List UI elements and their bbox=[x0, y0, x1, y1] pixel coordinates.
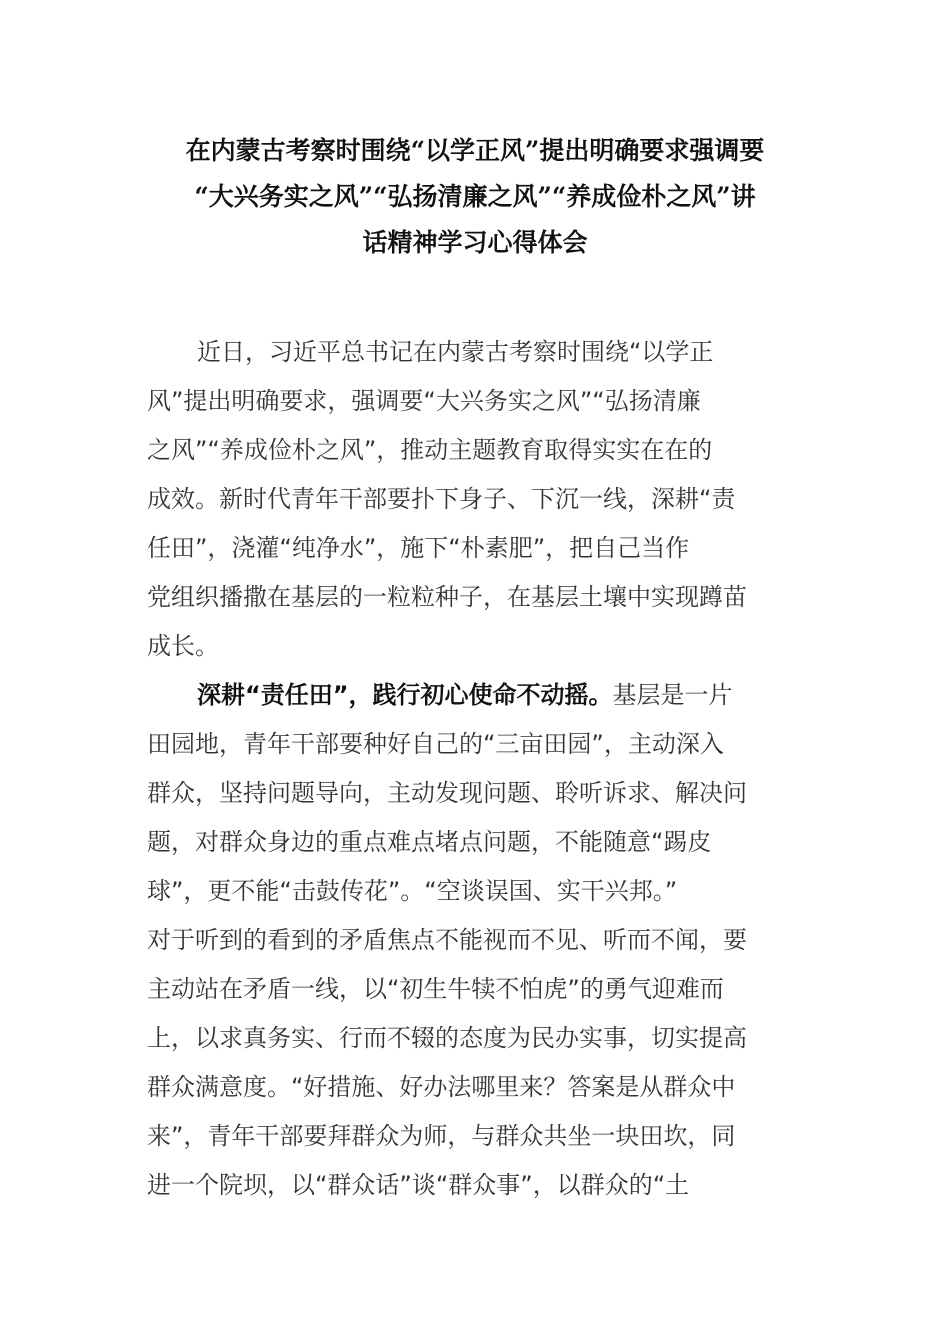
paragraph-2-line-5: 球”，更不能“击鼓传花”。“空谈误国、实干兴邦。” bbox=[147, 877, 678, 905]
paragraph-1-line-3: 之风”“养成俭朴之风”，推动主题教育取得实实在在的 bbox=[147, 436, 713, 464]
paragraph-2-line-2: 田园地，青年干部要种好自己的“三亩田园”，主动深入 bbox=[147, 730, 724, 758]
document-title bbox=[145, 128, 805, 266]
paragraph-2-line-6: 对于听到的看到的矛盾焦点不能视而不见、听而不闻，要 bbox=[147, 926, 747, 954]
paragraph-2-line-1-rest: 基层是一片 bbox=[612, 681, 733, 709]
paragraph-1-line-5: 任田”，浇灌“纯净水”，施下“朴素肥”，把自己当作 bbox=[147, 534, 690, 562]
paragraph-2 bbox=[147, 671, 787, 1210]
paragraph-2-line-8: 上，以求真务实、行而不辍的态度为民办实事，切实提高 bbox=[147, 1024, 747, 1052]
paragraph-1-line-7: 成长。 bbox=[147, 632, 219, 660]
paragraph-2-line-7: 主动站在矛盾一线，以“初生牛犊不怕虎”的勇气迎难而 bbox=[147, 975, 724, 1003]
paragraph-2-line-4: 题，对群众身边的重点难点堵点问题，不能随意“踢皮 bbox=[147, 828, 712, 856]
document-body bbox=[147, 328, 787, 1210]
paragraph-1-line-2: 风”提出明确要求，强调要“大兴务实之风”“弘扬清廉 bbox=[147, 387, 701, 415]
paragraph-1-line-6: 党组织播撒在基层的一粒粒种子，在基层土壤中实现蹲苗 bbox=[147, 583, 747, 611]
title-line-1: 在内蒙古考察时围绕“以学正风”提出明确要求强调要 bbox=[185, 136, 765, 165]
title-line-3: 话精神学习心得体会 bbox=[362, 228, 588, 257]
paragraph-2-line-3: 群众，坚持问题导向，主动发现问题、聆听诉求、解决问 bbox=[147, 779, 747, 807]
paragraph-2-line-1 bbox=[147, 671, 787, 720]
paragraph-2-line-10: 来”，青年干部要拜群众为师，与群众共坐一块田坎，同 bbox=[147, 1122, 736, 1150]
paragraph-2-line-9: 群众满意度。“好措施、好办法哪里来？答案是从群众中 bbox=[147, 1073, 736, 1101]
paragraph-2-line-11: 进一个院坝，以“群众话”谈“群众事”，以群众的“土 bbox=[147, 1171, 690, 1199]
paragraph-2-lead-heading: 深耕“责任田”，践行初心使命不动摇。 bbox=[197, 681, 613, 709]
paragraph-1-line-4: 成效。新时代青年干部要扑下身子、下沉一线，深耕“责 bbox=[147, 485, 736, 513]
paragraph-1 bbox=[147, 328, 787, 671]
title-line-2: “大兴务实之风”“弘扬清廉之风”“养成俭朴之风”讲 bbox=[194, 182, 756, 211]
paragraph-1-line-1: 近日，习近平总书记在内蒙古考察时围绕“以学正 bbox=[197, 338, 714, 366]
